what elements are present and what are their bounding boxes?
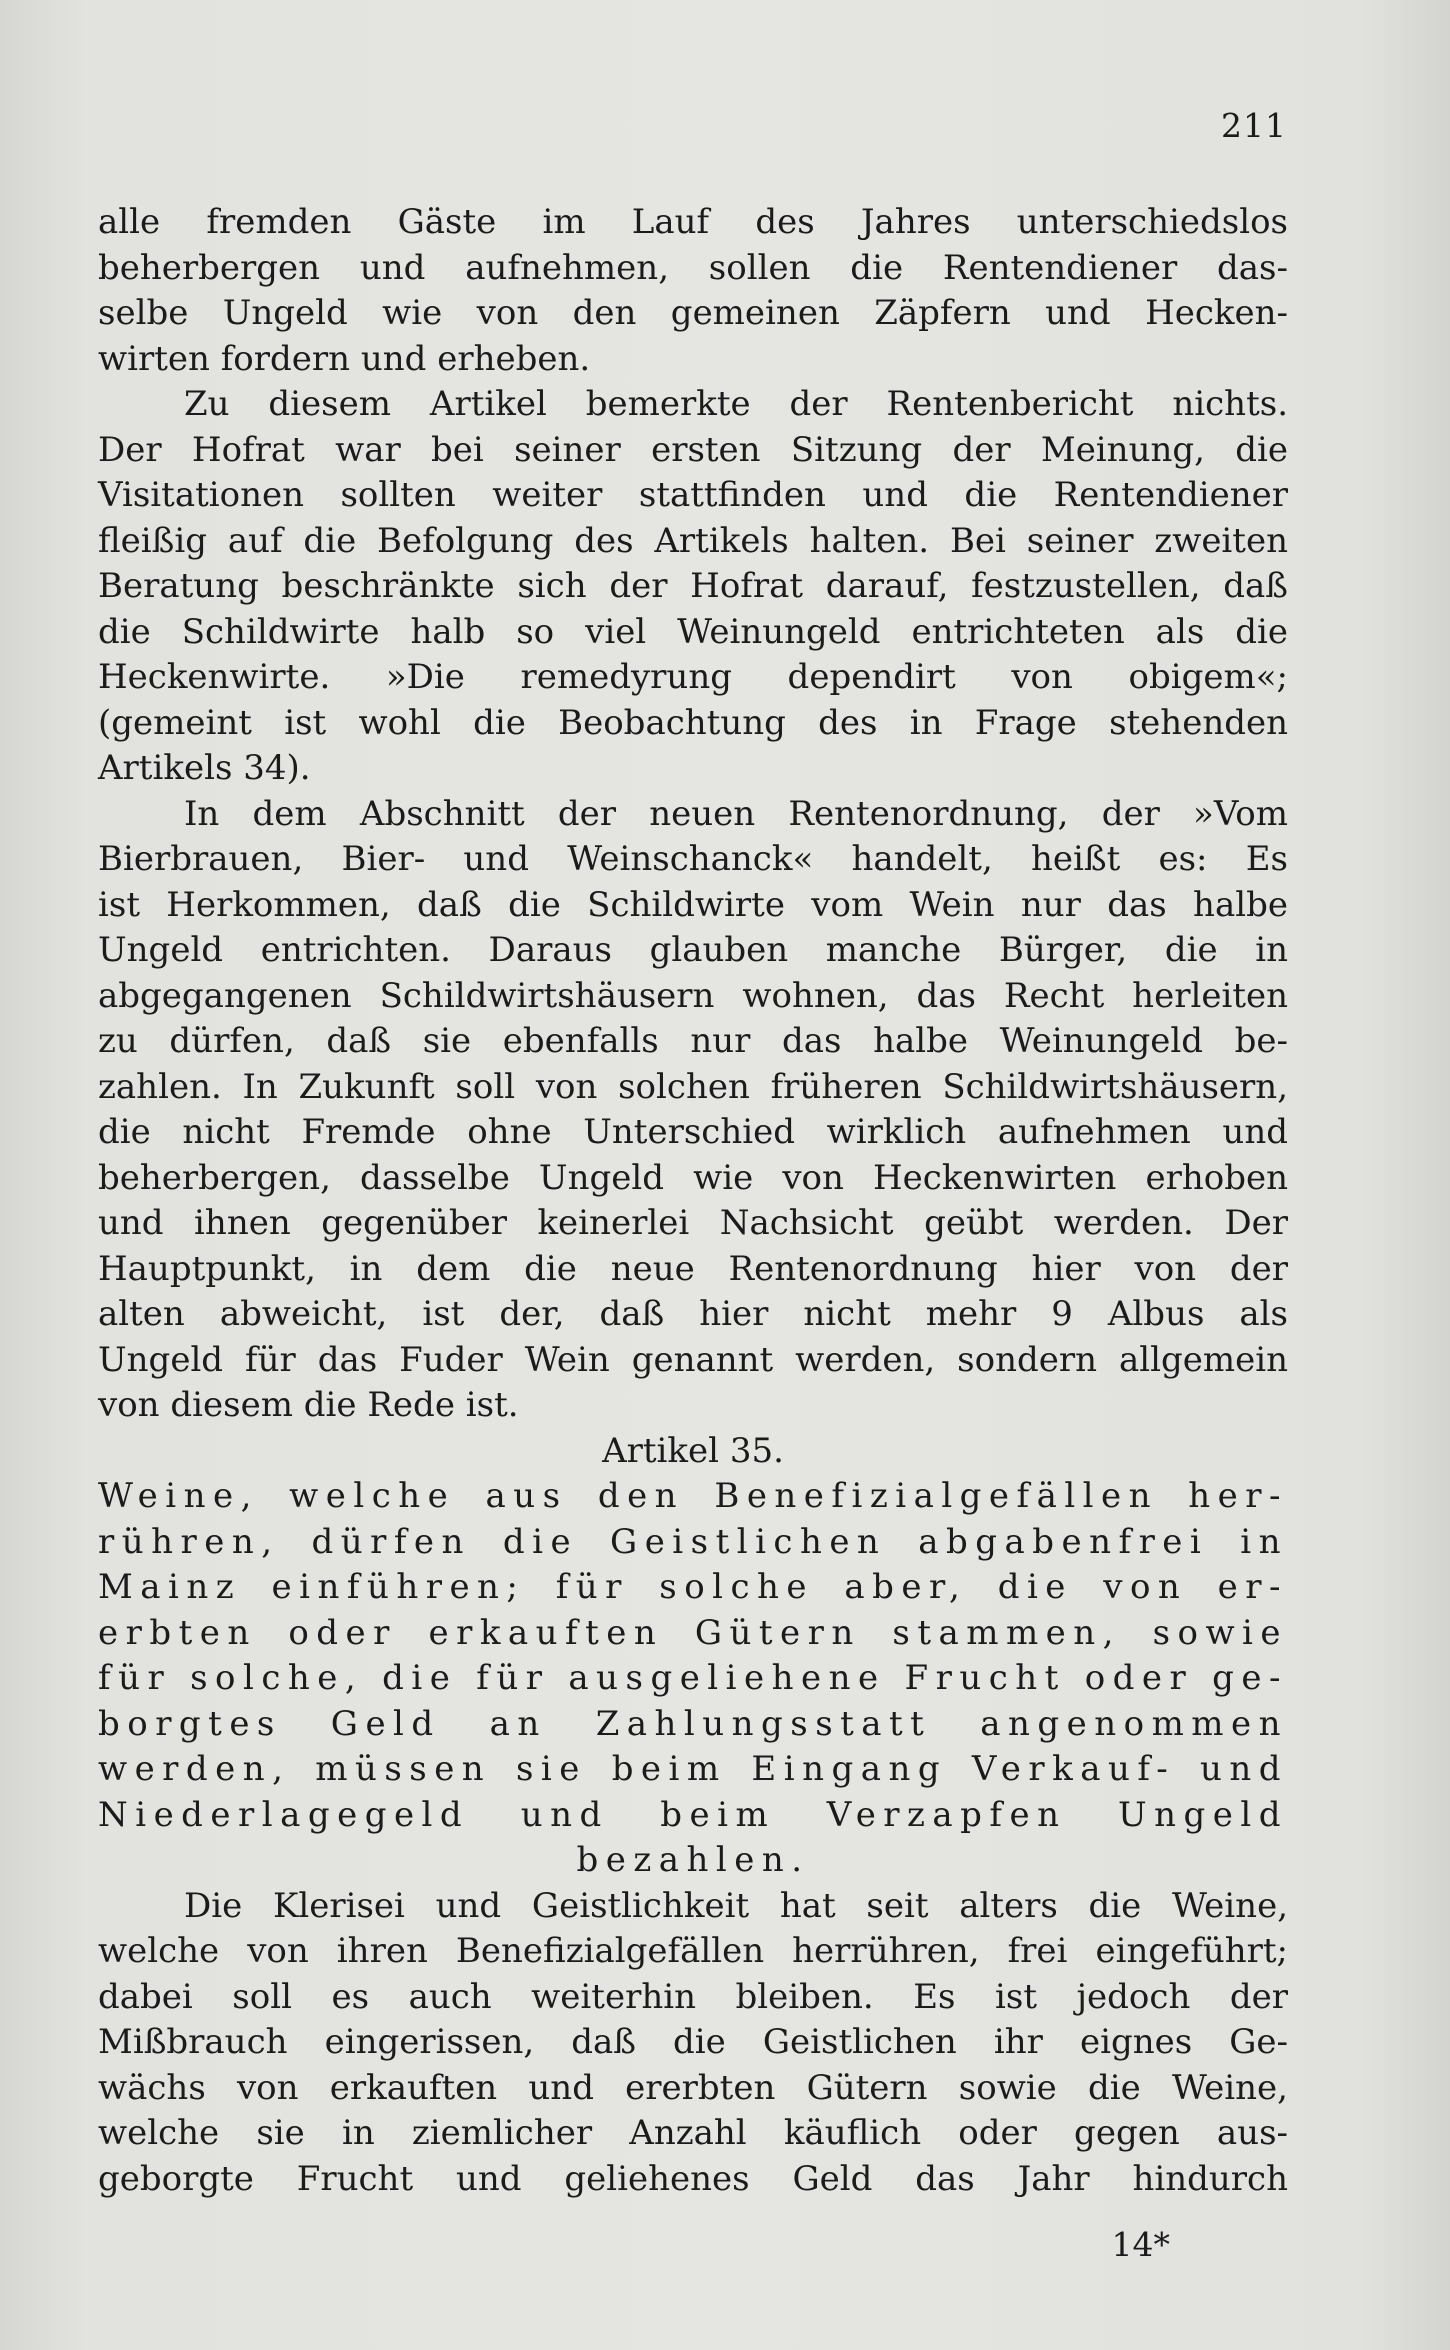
text-line: Ungeld für das Fuder Wein genannt werden, sondern allgemein [98, 1339, 1288, 1380]
text-line: Zu diesem Artikel bemerkte der Rentenbericht nichts. [184, 384, 1288, 424]
text-line: Niederlagegeld und beim Verzapfen Ungeld [98, 1794, 1288, 1835]
text-line: welche von ihren Benefizialgefällen herrühren, frei eingeführt; [98, 1931, 1288, 1971]
text-line: abgegangenen Schildwirtshäusern wohnen, das Recht herleiten [98, 975, 1288, 1016]
page-number: 211 [1221, 106, 1287, 145]
text-line: ist Herkommen, daß die Schildwirte vom Wein nur das halbe [98, 884, 1288, 925]
paragraph-2 [98, 382, 1288, 792]
article-text [98, 1474, 1288, 1884]
text-line: bezahlen. [576, 1840, 810, 1880]
text-line: beherbergen, dasselbe Ungeld wie von Heckenwirten erhoben [98, 1157, 1288, 1198]
text-line: Heckenwirte. »Die remedyrung dependirt von obigem«; [98, 657, 1288, 697]
text-line: geborgte Frucht und geliehenes Geld das Jahr hindurch [98, 2158, 1288, 2199]
text-line: Hauptpunkt, in dem die neue Rentenordnung hier von der [98, 1248, 1288, 1289]
text-line: werden, müssen sie beim Eingang Verkauf- und [98, 1749, 1288, 1789]
text-line: borgtes Geld an Zahlungsstatt angenommen [98, 1703, 1288, 1744]
text-line: Mißbrauch eingerissen, daß die Geistlichen ihr eignes Ge- [98, 2022, 1288, 2062]
text-line: zahlen. In Zukunft soll von solchen früheren Schildwirtshäusern, [98, 1066, 1288, 1107]
text-line: (gemeint ist wohl die Beobachtung des in Frage stehenden [98, 702, 1288, 743]
text-line: von diesem die Rede ist. [98, 1385, 519, 1425]
text-line: alle fremden Gäste im Lauf des Jahres unterschiedslos [98, 202, 1288, 242]
text-line: selbe Ungeld wie von den gemeinen Zäpfern und Hecken- [98, 293, 1288, 333]
text-line: zu dürfen, daß sie ebenfalls nur das halbe Weinungeld be- [98, 1021, 1288, 1061]
paragraph-4 [98, 1884, 1288, 2203]
text-line: dabei soll es auch weiterhin bleiben. Es ist jedoch der [98, 1976, 1288, 2017]
text-line: wirten fordern und erheben. [98, 338, 591, 379]
text-line: Visitationen sollten weiter stattfinden und die Rentendiener [98, 475, 1288, 515]
text-line: fleißig auf die Befolgung des Artikels halten. Bei seiner zweiten [98, 520, 1288, 561]
text-line: für solche, die für ausgeliehene Frucht oder ge- [98, 1658, 1288, 1698]
text-line: welche sie in ziemlicher Anzahl käuflich oder gegen aus- [98, 2113, 1288, 2153]
text-line: und ihnen gegenüber keinerlei Nachsicht geübt werden. Der [98, 1203, 1288, 1243]
body-text [98, 200, 1288, 2202]
text-line: Ungeld entrichten. Daraus glauben manche Bürger, die in [98, 930, 1288, 970]
text-line: beherbergen und aufnehmen, sollen die Rentendiener das- [98, 247, 1288, 288]
text-line: Die Klerisei und Geistlichkeit hat seit alters die Weine, [184, 1885, 1288, 1926]
text-line: die nicht Fremde ohne Unterschied wirklich aufnehmen und [98, 1112, 1288, 1152]
text-line: Beratung beschränkte sich der Hofrat darauf, festzustellen, daß [98, 566, 1288, 606]
text-line: die Schildwirte halb so viel Weinungeld entrichteten als die [98, 611, 1288, 652]
text-line: In dem Abschnitt der neuen Rentenordnung, der »Vom [184, 793, 1288, 834]
text-line: rühren, dürfen die Geistlichen abgabenfrei in [98, 1521, 1288, 1562]
text-line: erbten oder erkauften Gütern stammen, sowie [98, 1612, 1288, 1653]
paragraph-1 [98, 200, 1288, 382]
text-line: alten abweicht, ist der, daß hier nicht mehr 9 Albus als [98, 1294, 1288, 1334]
text-line: Der Hofrat war bei seiner ersten Sitzung der Meinung, die [98, 429, 1288, 470]
text-line: wächs von erkauften und ererbten Gütern sowie die Weine, [98, 2067, 1288, 2108]
text-line: Weine, welche aus den Benefizialgefällen her- [98, 1476, 1288, 1516]
text-line: Artikels 34). [98, 748, 311, 788]
text-line: Bierbrauen, Bier- und Weinschanck« handelt, heißt es: Es [98, 839, 1288, 879]
paragraph-3 [98, 792, 1288, 1429]
signature-mark: 14* [1111, 2225, 1170, 2264]
article-heading: Artikel 35. [602, 1430, 784, 1471]
text-line: Mainz einführen; für solche aber, die von er- [98, 1567, 1288, 1607]
